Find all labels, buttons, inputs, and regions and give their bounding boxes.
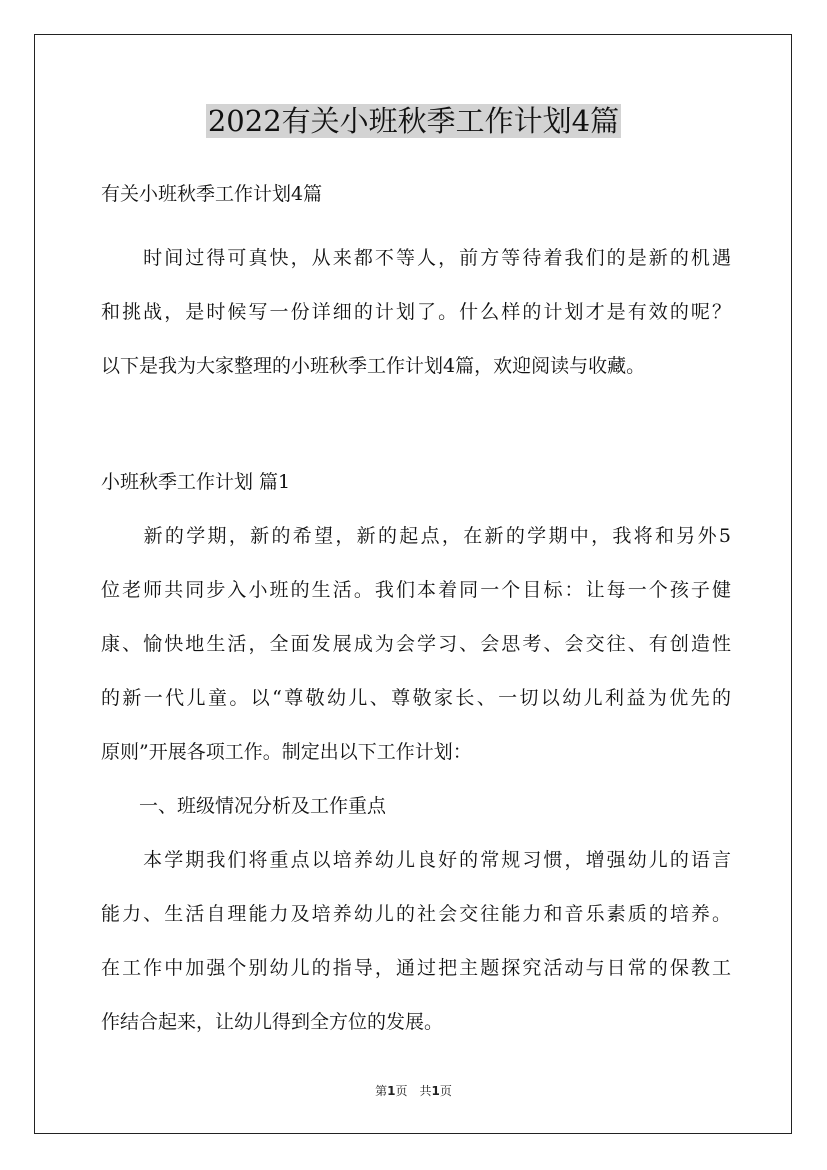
footer-prefix: 第 [375,1084,388,1098]
intro-line-1: 时间过得可真快，从来都不等人，前方等待着我们的是新的机遇 [101,247,731,269]
para1-line-5: 原则”开展各项工作。制定出以下工作计划： [101,741,472,763]
subheading: 一、班级情况分析及工作重点 [101,795,387,817]
para2-line-1: 本学期我们将重点以培养幼儿良好的常规习惯，增强幼儿的语言 [101,849,731,871]
intro-paragraph [101,238,731,400]
footer-page-total: 1 [431,1084,440,1098]
section-paragraph-1 [101,516,731,786]
footer-page-number: 1 [387,1084,396,1098]
document-subtitle: 有关小班秋季工作计划4篇 [101,183,323,205]
spacer [101,400,731,462]
document-body [101,174,731,1056]
spacer [101,228,731,238]
intro-line-3: 以下是我为大家整理的小班秋季工作计划4篇，欢迎阅读与收藏。 [101,355,646,377]
document-title [0,100,827,142]
section-paragraph-2 [101,840,731,1056]
para1-line-3: 康、愉快地生活，全面发展成为会学习、会思考、会交往、有创造性 [101,633,731,655]
footer-mid: 页 共 [395,1084,432,1098]
footer-suffix: 页 [439,1084,452,1098]
para1-line-2: 位老师共同步入小班的生活。我们本着同一个目标：让每一个孩子健 [101,579,731,601]
section-heading: 小班秋季工作计划 篇1 [101,471,291,493]
intro-line-2: 和挑战，是时候写一份详细的计划了。什么样的计划才是有效的呢？ [101,301,731,323]
para2-line-3: 在工作中加强个别幼儿的指导，通过把主题探究活动与日常的保教工 [101,957,731,979]
para2-line-2: 能力、生活自理能力及培养幼儿的社会交往能力和音乐素质的培养。 [101,903,731,925]
para2-line-4: 作结合起来，让幼儿得到全方位的发展。 [101,1011,444,1033]
page-footer [0,1082,827,1099]
document-title-text: 2022有关小班秋季工作计划4篇 [207,104,620,138]
para1-line-4: 的新一代儿童。以“尊敬幼儿、尊敬家长、一切以幼儿利益为优先的 [101,687,731,709]
para1-line-1: 新的学期，新的希望，新的起点，在新的学期中，我将和另外5 [101,525,731,547]
